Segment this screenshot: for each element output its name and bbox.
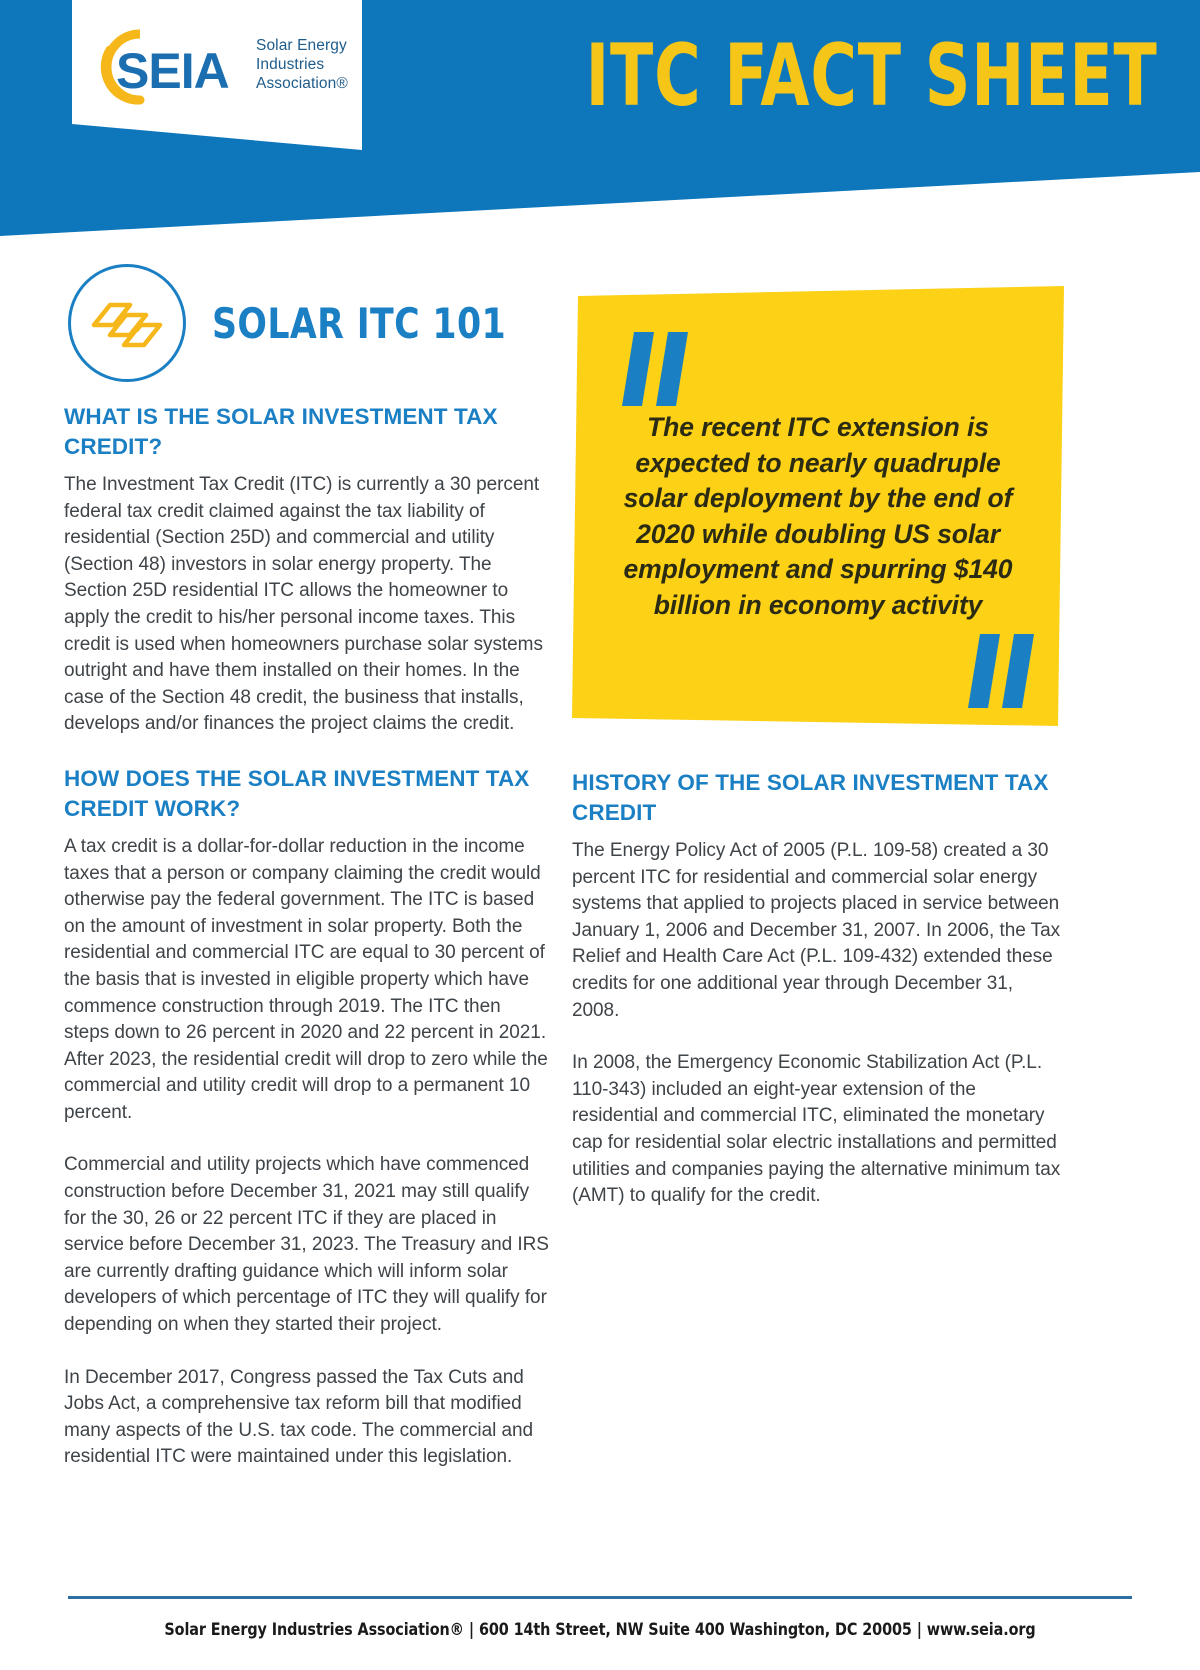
paragraph-how-works-1: A tax credit is a dollar-for-dollar reduction in the income taxes that a person or company claiming the credit would otherwise pay the federal government. The ITC is based on the amount of investment in solar property. Both the residential and commercial ITC are equal to 30 percent of the basis that is invested in eligible property which have commence construction through 2019. The ITC then steps down to 26 percent in 2020 and 22 percent in 2021. After 2023, the residential credit will drop to zero while the commercial and utility credit will drop to a permanent 10 percent.	[64, 835, 548, 1123]
pull-quote-text: The recent ITC extension is expected to nearly quadruple solar deployment by the end of 2020 while doubling US solar employment and spurring $140 billion in economy activity	[623, 412, 1013, 620]
footer-contact-info: Solar Energy Industries Association® | 600 14th Street, NW Suite 400 Washington, DC 20005 | www.seia.org	[164, 1620, 1036, 1640]
page-title: ITC FACT SHEET	[585, 26, 1158, 126]
heading-how-does-itc-work: HOW DOES THE SOLAR INVESTMENT TAX CREDIT WORK?	[64, 765, 530, 821]
solar-panels-icon	[68, 264, 186, 382]
wordmark-line-3: Association®	[256, 75, 348, 92]
seia-logo	[96, 28, 348, 106]
quote-close-icon	[966, 634, 1042, 708]
seia-wordmark	[256, 28, 348, 93]
heading-what-is-itc: WHAT IS THE SOLAR INVESTMENT TAX CREDIT?	[64, 404, 498, 459]
page-footer	[0, 1578, 1200, 1670]
wordmark-line-2: Industries	[256, 56, 325, 73]
left-column	[64, 402, 550, 1471]
paragraph-history-1: The Energy Policy Act of 2005 (P.L. 109-58) created a 30 percent ITC for residential and commercial solar energy systems that applied to projects placed in service between January 1, 2006 and December 31, 2007. In 2006, the Tax Relief and Health Care Act (P.L. 109-432) extended these credits for one additional year through December 31, 2008.	[572, 840, 1061, 1021]
paragraph-how-works-2: Commercial and utility projects which have commenced construction before December 31, 2021 may still qualify for the 30, 26 or 22 percent ITC if they are placed in service before December 31, 2023. The Treasury and IRS are currently drafting guidance which will inform solar developers of which percentage of ITC they will qualify for depending on when they started their project.	[64, 1154, 549, 1336]
wordmark-line-1: Solar Energy	[256, 37, 347, 54]
brand-title: SOLAR ITC 101	[212, 298, 507, 348]
paragraph-what-is-itc-1: The Investment Tax Credit (ITC) is currently a 30 percent federal tax credit claimed against the tax liability of residential (Section 25D) and commercial and utility (Section 48) investors in solar energy property. The Section 25D residential ITC allows the homeowner to apply the credit to his/her personal income taxes. This credit is used when homeowners purchase solar systems outright and have them installed on their homes. In the case of the Section 48 credit, the business that installs, develops and/or finances the project claims the credit.	[64, 474, 543, 735]
page-header	[0, 0, 1200, 236]
paragraph-how-works-3: In December 2017, Congress passed the Tax Cuts and Jobs Act, a comprehensive tax reform bill that modified many aspects of the U.S. tax code. The commercial and residential ITC were maintained under this legislation.	[64, 1366, 534, 1468]
pull-quote	[572, 286, 1064, 726]
paragraph-history-2: In 2008, the Emergency Economic Stabilization Act (P.L. 110-343) included an eight-year extension of the residential and commercial ITC, eliminated the monetary cap for residential solar electric installations and permitted utilities and companies paying the alternative minimum tax (AMT) to qualify for the credit.	[572, 1052, 1061, 1207]
footer-divider	[68, 1596, 1132, 1599]
right-column	[572, 286, 1064, 1210]
solar-itc-101-header	[68, 264, 532, 382]
quote-open-icon	[620, 332, 696, 406]
heading-history-of-itc: HISTORY OF THE SOLAR INVESTMENT TAX CREDIT	[572, 770, 1049, 825]
svg-text:SEIA: SEIA	[116, 43, 229, 99]
seia-logomark-icon	[96, 28, 248, 106]
